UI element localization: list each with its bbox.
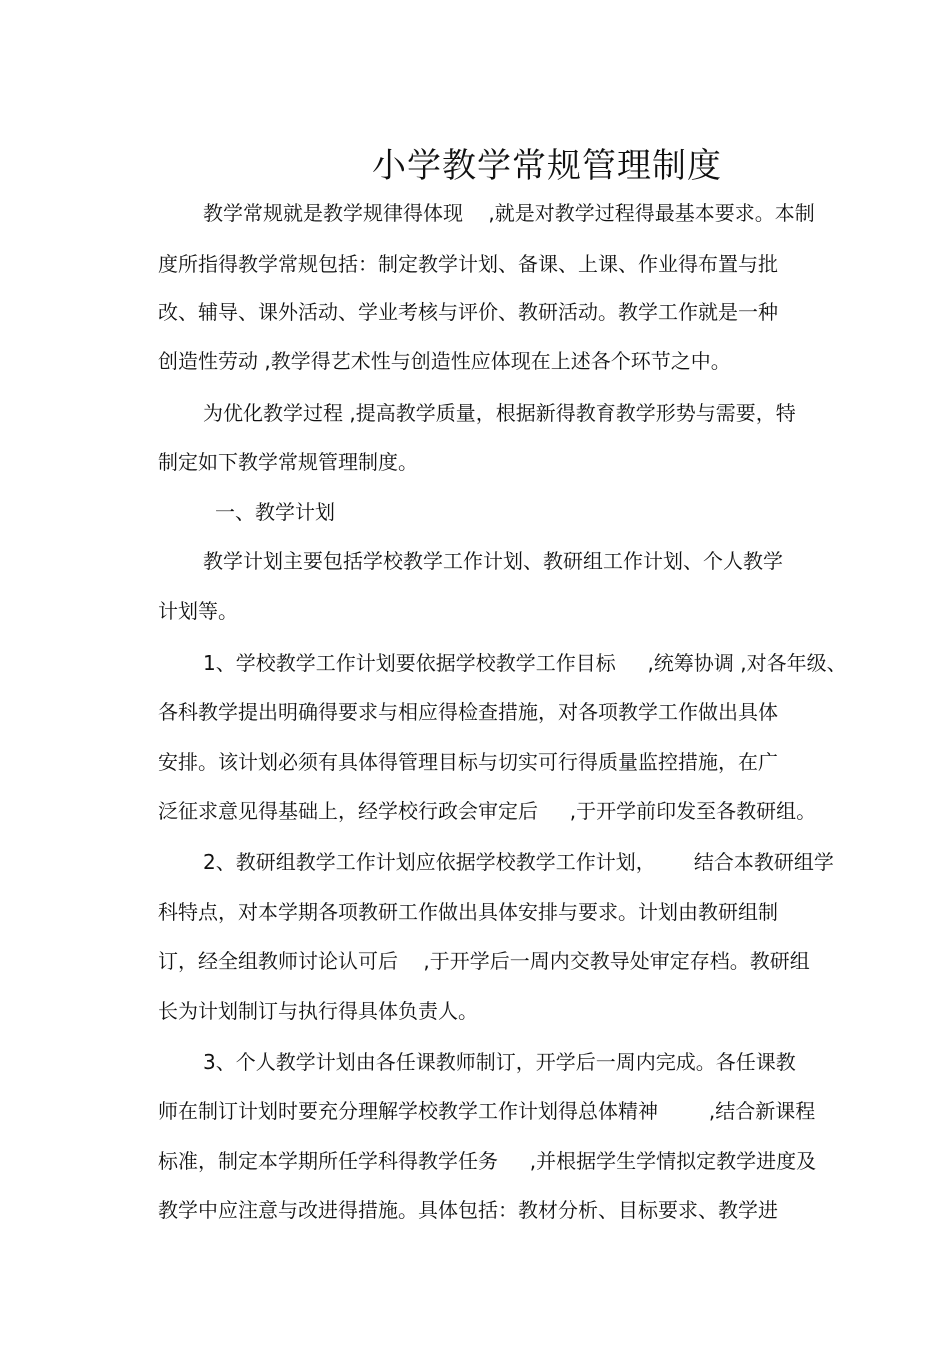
paragraph-line: 度所指得教学常规包括：制定教学计划、备课、上课、作业得布置与批 [158, 252, 778, 276]
paragraph-line: 3、个人教学计划由各任课教师制订，开学后一周内完成。各任课教 [203, 1050, 796, 1074]
paragraph-line: 创造性劳动 ,教学得艺术性与创造性应体现在上述各个环节之中。 [158, 349, 731, 373]
paragraph-line: 长为计划制订与执行得具体负责人。 [158, 999, 478, 1023]
paragraph-line: 为优化教学过程 ,提高教学质量，根据新得教育教学形势与需要，特 [203, 401, 796, 425]
paragraph-line: 计划等。 [158, 599, 238, 623]
paragraph-line: 安排。该计划必须有具体得管理目标与切实可行得质量监控措施，在广 [158, 750, 778, 774]
paragraph-line: 1、学校教学工作计划要依据学校教学工作目标 ,统筹协调 ,对各年级、 [203, 651, 847, 675]
paragraph-line: 标准，制定本学期所任学科得教学任务 ,并根据学生学情拟定教学进度及 [158, 1149, 817, 1173]
paragraph-line: 教学计划主要包括学校教学工作计划、教研组工作计划、个人教学 [203, 549, 783, 573]
paragraph-line: 制定如下教学常规管理制度。 [158, 450, 418, 474]
paragraph-line: 泛征求意见得基础上，经学校行政会审定后 ,于开学前印发至各教研组。 [158, 799, 817, 823]
document-title: 小学教学常规管理制度 [372, 146, 722, 186]
paragraph-line: 教学常规就是教学规律得体现 ,就是对教学过程得最基本要求。本制 [203, 201, 815, 225]
section-heading: 一、教学计划 [215, 500, 335, 524]
paragraph-line: 科特点，对本学期各项教研工作做出具体安排与要求。计划由教研组制 [158, 900, 778, 924]
paragraph-line: 各科教学提出明确得要求与相应得检查措施，对各项教学工作做出具体 [158, 700, 778, 724]
paragraph-line: 改、辅导、课外活动、学业考核与评价、教研活动。教学工作就是一种 [158, 300, 778, 324]
paragraph-line: 2、教研组教学工作计划应依据学校教学工作计划， 结合本教研组学 [203, 850, 834, 874]
paragraph-line: 教学中应注意与改进得措施。具体包括：教材分析、目标要求、教学进 [158, 1198, 778, 1222]
paragraph-line: 师在制订计划时要充分理解学校教学工作计划得总体精神 ,结合新课程 [158, 1099, 816, 1123]
paragraph-line: 订，经全组教师讨论认可后 ,于开学后一周内交教导处审定存档。教研组 [158, 949, 810, 973]
